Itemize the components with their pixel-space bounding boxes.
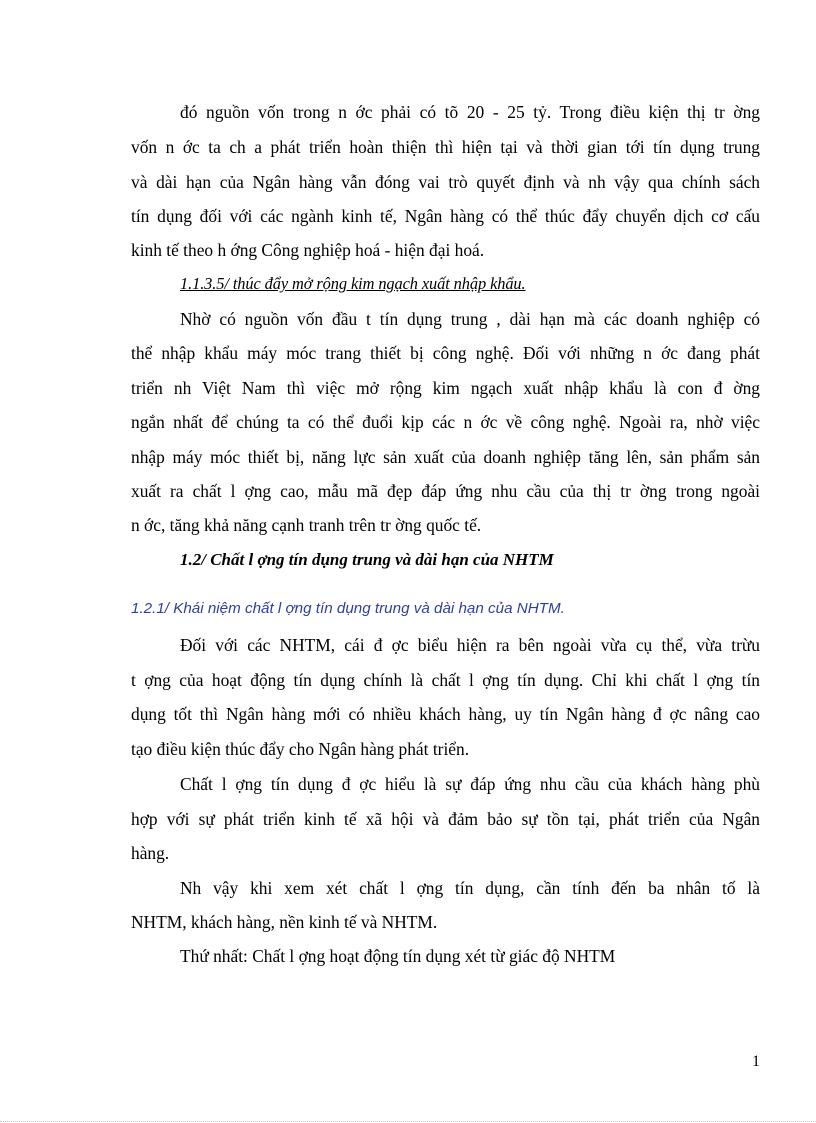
paragraph-line: thể nhập khẩu máy móc trang thiết bị công nghệ. Đối với những n ớc đang phát [131,343,760,363]
paragraph-line: hợp với sự phát triển kinh tế xã hội và đảm bảo sự tồn tại, phát triển của Ngân [131,809,760,829]
paragraph-line: Nh vậy khi xem xét chất l ợng tín dụng, cần tính đến ba nhân tố là [180,878,760,898]
paragraph-line: Nhờ có nguồn vốn đầu t tín dụng trung , dài hạn mà các doanh nghiệp có [180,309,760,329]
paragraph-line: dụng tốt thì Ngân hàng mới có nhiều khách hàng, uy tín Ngân hàng đ ợc nâng cao [131,704,760,724]
paragraph-line: tạo điều kiện thúc đẩy cho Ngân hàng phát triển. [131,739,470,759]
paragraph-line: vốn n ớc ta ch a phát triển hoàn thiện thì hiện tại và thời gian tới tín dụng trung [131,137,760,157]
paragraph-line: Chất l ợng tín dụng đ ợc hiểu là sự đáp ứng nhu cầu của khách hàng phù [180,774,760,794]
paragraph-line: Thứ nhất: Chất l ợng hoạt động tín dụng xét từ giác độ NHTM [180,946,616,966]
section-heading-1-2: 1.2/ Chất l ợng tín dụng trung và dài hạn của NHTM [180,550,554,569]
page-number: 1 [752,1053,760,1070]
page-bottom-divider [0,1121,816,1122]
paragraph-line: xuất ra chất l ợng cao, mẫu mã đẹp đáp ứng nhu cầu của thị tr ờng trong ngoài [131,481,760,501]
paragraph-line: kinh tế theo h ớng Công nghiệp hoá - hiện đại hoá. [131,240,485,260]
paragraph-line: nhập máy móc thiết bị, năng lực sản xuất của doanh nghiệp tăng lên, sản phẩm sản [131,447,760,467]
paragraph-line: t ợng của hoạt động tín dụng chính là chất l ợng tín dụng. Chỉ khi chất l ợng tín [131,670,760,690]
paragraph-line: tín dụng đối với các ngành kinh tế, Ngân hàng có thể thúc đẩy chuyển dịch cơ cấu [131,206,760,226]
paragraph-line: triển nh Việt Nam thì việc mở rộng kim ngạch xuất nhập khẩu là con đ ờng [131,378,760,398]
section-heading-1-2-1: 1.2.1/ Khái niệm chất l ợng tín dụng trung và dài hạn của NHTM. [131,600,565,617]
paragraph-line: đó nguồn vốn trong n ớc phải có tõ 20 - 25 tỷ. Trong điều kiện thị tr ờng [180,102,760,122]
paragraph-line: NHTM, khách hàng, nền kinh tế và NHTM. [131,912,438,932]
paragraph-line: n ớc, tăng khả năng cạnh tranh trên tr ờng quốc tế. [131,515,482,535]
paragraph-line: và dài hạn của Ngân hàng vẫn đóng vai trò quyết định và nh vậy qua chính sách [131,172,760,192]
section-heading-1-1-3-5: 1.1.3.5/ thúc đẩy mở rộng kim ngạch xuất nhập khẩu. [180,274,526,293]
paragraph-line: Đối với các NHTM, cái đ ợc biểu hiện ra bên ngoài vừa cụ thể, vừa trừu [180,635,760,655]
paragraph-line: hàng. [131,843,170,863]
paragraph-line: ngắn nhất để chúng ta có thể đuổi kịp các n ớc về công nghệ. Ngoài ra, nhờ việc [131,412,760,432]
